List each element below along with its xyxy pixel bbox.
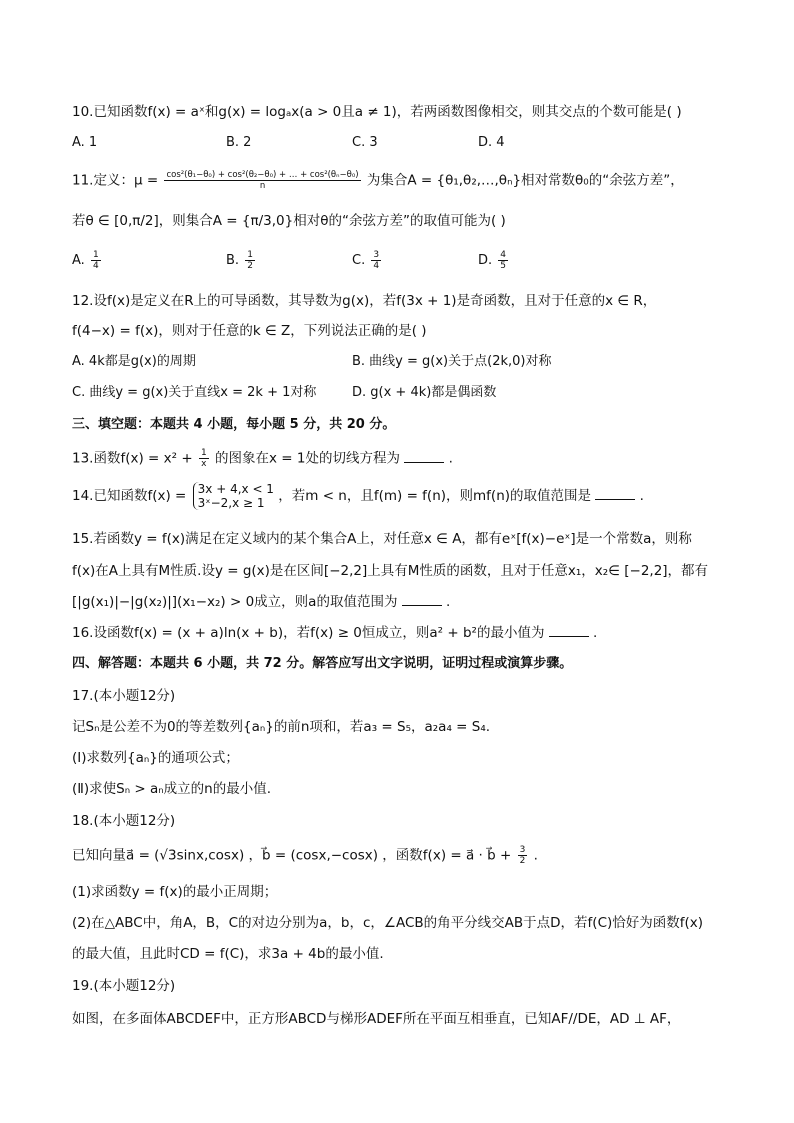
- q12-option-b: B. 曲线y = g(x)关于点(2k,0)对称: [352, 354, 552, 369]
- q16-answer-blank[interactable]: [549, 624, 589, 637]
- q11-option-c-frac: [371, 250, 381, 271]
- q18-frac-num: 3: [519, 845, 526, 855]
- q11-fraction: [164, 170, 360, 191]
- q11-option-d-label: D.: [478, 253, 493, 268]
- q18-heading: 18.(本小题12分): [72, 813, 176, 829]
- q13-prefix: 13.函数f(x) = x² +: [72, 450, 193, 467]
- q16-text: 16.设函数f(x) = (x + a)ln(x + b)，若f(x) ≥ 0恒成立，则a² + b²的最小值为: [72, 625, 545, 641]
- q13-answer-blank[interactable]: [404, 450, 444, 463]
- q14-piecewise: [193, 482, 274, 510]
- q11-a-num: 1: [92, 250, 99, 260]
- q11-b-num: 1: [247, 250, 253, 260]
- q18-prefix: 已知向量a⃗ = (√3sinx,cosx) ，b⃗ = (cosx,−cosx) ，函数f(x) = a⃗ · b⃗ +: [72, 847, 512, 864]
- q14-line: [72, 482, 644, 510]
- q17-line1: 记Sₙ是公差不为0的等差数列{aₙ}的前n项和，若a₃ = S₅，a₂a₄ = S₄.: [72, 719, 491, 735]
- q11-c-num: 3: [373, 250, 380, 260]
- q13-frac-den: x: [201, 459, 207, 469]
- q10-option-a: A. 1: [72, 135, 98, 150]
- q11-d-den: 5: [500, 261, 507, 271]
- q11-option-a-frac: [91, 250, 101, 271]
- q17-part2: (Ⅱ)求使Sₙ > aₙ成立的n的最小值.: [72, 781, 272, 797]
- q17-heading: 17.(本小题12分): [72, 688, 176, 704]
- q14-end: .: [639, 488, 644, 504]
- q11-prefix: 11.定义：μ =: [72, 172, 159, 189]
- q14-prefix: 14.已知函数f(x) =: [72, 488, 187, 504]
- q16-end: .: [593, 625, 598, 641]
- q15-line3: [72, 593, 450, 611]
- q15-line3-text: [|g(x₁)|−|g(x₂)|](x₁−x₂) > 0成立，则a的取值范围为: [72, 594, 398, 610]
- q10-stem: 10.已知函数f(x) = aˣ和g(x) = logₐx(a > 0且a ≠ 1)，若两函数图像相交，则其交点的个数可能是( ): [72, 104, 682, 120]
- q18-frac-den: 2: [519, 856, 526, 866]
- q19-line1: 如图，在多面体ABCDEF中，正方形ABCD与梯形ADEF所在平面互相垂直，已知AF//DE，AD ⊥ AF，: [72, 1011, 681, 1027]
- q12-line1: 12.设f(x)是定义在R上的可导函数，其导数为g(x)，若f(3x + 1)是奇函数，且对于任意的x ∈ R，: [72, 293, 657, 309]
- q18-fraction: [518, 845, 528, 866]
- q13-fraction: [199, 448, 209, 469]
- q11-line1: [72, 170, 684, 191]
- q18-part1: (1)求函数y = f(x)的最小正周期；: [72, 884, 278, 900]
- q18-part2b: 的最大值，且此时CD = f(C)，求3a + 4b的最小值.: [72, 946, 384, 962]
- q15-end: .: [446, 594, 451, 610]
- q11-option-c-label: C.: [352, 253, 366, 268]
- q11-option-a: [72, 250, 103, 271]
- q16-line: [72, 624, 597, 642]
- q11-b-den: 2: [247, 261, 253, 271]
- section-4-heading: 四、解答题：本题共 6 小题，共 72 分。解答应写出文字说明，证明过程或演算步骤。: [72, 656, 573, 671]
- q13-end: .: [448, 450, 453, 467]
- q10-option-c: C. 3: [352, 135, 378, 150]
- q15-line1: 15.若函数y = f(x)满足在定义域内的某个集合A上，对任意x ∈ A，都有eˣ[f(x)−eˣ]是一个常数a，则称: [72, 531, 692, 547]
- q11-c-den: 4: [373, 261, 380, 271]
- q14-answer-blank[interactable]: [595, 487, 635, 500]
- q15-line2: f(x)在A上具有M性质.设y = g(x)是在区间[−2,2]上具有M性质的函数，且对于任意x₁，x₂∈ [−2,2]，都有: [72, 563, 709, 579]
- q13-frac-num: 1: [200, 448, 207, 458]
- q17-part1: (Ⅰ)求数列{aₙ}的通项公式；: [72, 750, 239, 766]
- q11-option-d-frac: [498, 250, 508, 271]
- q11-suffix: 为集合A = {θ₁,θ₂,…,θₙ}相对常数θ₀的“余弦方差”，: [366, 172, 684, 189]
- q10-option-b: B. 2: [226, 135, 252, 150]
- q12-option-d: D. g(x + 4k)都是偶函数: [352, 385, 497, 400]
- q11-d-num: 4: [500, 250, 507, 260]
- q12-option-a: A. 4k都是g(x)的周期: [72, 354, 196, 369]
- q11-line2: 若θ ∈ [0,π/2]，则集合A = {π/3,0}相对θ的“余弦方差”的取值可能为( ): [72, 213, 506, 229]
- q11-option-b-frac: [245, 250, 255, 271]
- q11-a-den: 4: [92, 261, 99, 271]
- q14-suffix: ，若m < n，且f(m) = f(n)，则mf(n)的取值范围是: [278, 488, 592, 504]
- q13-suffix: 的图象在x = 1处的切线方程为: [214, 450, 400, 467]
- q18-line1: [72, 845, 538, 866]
- q11-frac-num: cos²(θ₁−θ₀) + cos²(θ₂−θ₀) + … + cos²(θₙ−θ₀): [166, 170, 359, 180]
- q10-option-d: D. 4: [478, 135, 505, 150]
- q11-option-b: [226, 250, 257, 271]
- section-3-heading: 三、填空题：本题共 4 小题，每小题 5 分，共 20 分。: [72, 417, 396, 432]
- q11-frac-den: n: [259, 181, 266, 191]
- q18-end: .: [533, 847, 538, 864]
- q18-part2a: (2)在△ABC中，角A，B，C的对边分别为a，b，c，∠ACB的角平分线交AB于点D，若f(C)恰好为函数f(x): [72, 915, 704, 931]
- q11-option-b-label: B.: [226, 253, 240, 268]
- q11-option-a-label: A.: [72, 253, 85, 268]
- q11-option-d: [478, 250, 510, 271]
- q11-option-c: [352, 250, 383, 271]
- q19-heading: 19.(本小题12分): [72, 978, 176, 994]
- q14-case1: 3x + 4,x < 1: [197, 482, 274, 496]
- q12-option-c: C. 曲线y = g(x)关于直线x = 2k + 1对称: [72, 385, 317, 400]
- q13-line: [72, 448, 453, 469]
- q14-case2: 3ˣ−2,x ≥ 1: [197, 496, 265, 510]
- q12-line2: f(4−x) = f(x)，则对于任意的k ∈ Z，下列说法正确的是( ): [72, 323, 427, 339]
- q15-answer-blank[interactable]: [402, 593, 442, 606]
